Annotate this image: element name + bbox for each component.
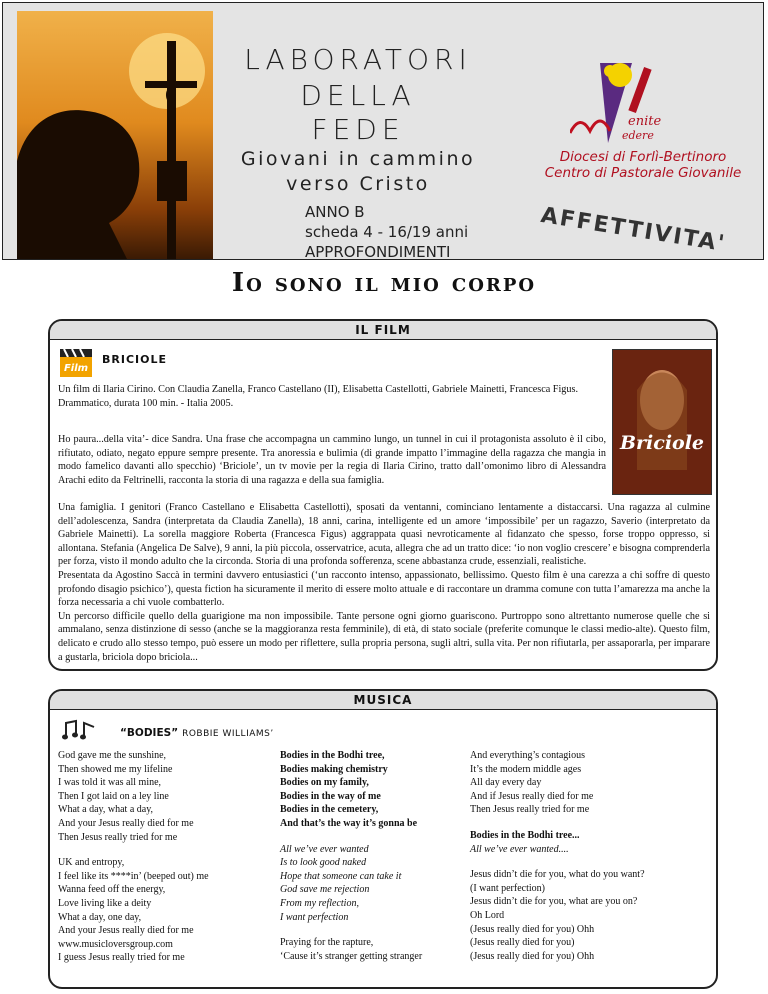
lyric-line: God gave me the sunshine, — [58, 750, 167, 761]
lyric-line: Jesus didn’t die for you, what do you want? — [470, 869, 645, 881]
lyric-line: Bodies in the way of me — [280, 790, 381, 802]
lyric-line: Praying for the rapture, — [280, 937, 374, 949]
film-paragraph-healing: Un percorso difficile quello della guarigione ma non impossibile. Tante persone ogni giorno guariscono. Purtroppo sono altrettanto numerose quelle che si ammalano, senza distinzione di sesso (anche se la maggioranza resta femminile), di età, di stato sociale (preferite comunque le classi medio-alte). Questo film, delicato e crudo allo stesso tempo, può essere un modo per riflettere, sulla propria persona, sugli altri, sulla vita. Per non rifiutarla, per assaporarla, per imparare a gustarla, briciola dopo briciola... — [58, 610, 710, 663]
anno-label: ANNO B — [305, 203, 365, 221]
scheda-label: scheda 4 - 16/19 anni — [305, 223, 469, 241]
film-credits-cast: Un film di Ilaria Cirino. Con Claudia Zanella, Franco Castellano (II), Elisabetta Castellotti, Gabriele Mainetti, Francesca Figus. — [58, 384, 578, 395]
dvd-cover — [612, 349, 712, 495]
lyric-line: Hope that someone can take it — [280, 870, 402, 882]
lyric-line: (Jesus really died for you) Ohh — [470, 923, 595, 935]
page-title: Io sono il mio corpo — [231, 268, 537, 298]
lyric-line: Love living like a deity — [58, 897, 152, 909]
song-title — [120, 727, 274, 739]
lyric-line: I guess Jesus really tried for me — [58, 952, 185, 964]
lyric-line: I was told it was all mine, — [58, 777, 162, 789]
lyric-line: It’s the modern middle ages — [470, 763, 582, 775]
lyric-line: And if Jesus really died for me — [470, 790, 594, 802]
lyric-line: Is to look good naked — [280, 857, 367, 869]
song-name: “BODIES” — [120, 727, 179, 739]
music-section-header: MUSICA — [50, 691, 716, 710]
lyric-line: I want perfection — [280, 911, 349, 923]
film-clapper-icon — [60, 349, 92, 377]
logo-text-edere: edere — [622, 129, 654, 142]
title-line-3: FEDE — [311, 113, 405, 146]
lyric-line: UK and entropy, — [58, 857, 125, 869]
lyric-line: Then I got laid on a ley line — [58, 790, 169, 802]
music-section — [48, 689, 718, 989]
lyric-line: ‘Cause it’s stranger getting stranger — [280, 950, 423, 962]
lyric-line: Then showed me my lifeline — [58, 763, 173, 775]
lyric-line: And that’s the way it’s gonna be — [280, 817, 418, 829]
film-icon-label: Film — [63, 363, 89, 374]
film-paragraph-presentation: Presentata da Agostino Saccà in termini davvero entusiastici (‘un racconto intenso, appassionato, bellissimo. Questo film è una carezza a chi soffre di questo profondo disagio psichico’), questa fiction ha sicuramente il merito di essere molto attuale e di raccontare un dramma comune con tutta l’amarezza ma anche la forza necessaria a chi vuole combatterlo. — [58, 569, 710, 609]
lyric-line: What a day, what a day, — [58, 804, 154, 816]
lyric-line: All we’ve ever wanted.... — [470, 843, 569, 855]
film-credits — [58, 383, 710, 410]
header-banner — [2, 2, 764, 260]
lyric-line: (Jesus really died for you) — [470, 937, 575, 949]
music-notes-icon — [62, 719, 96, 741]
film-credits-info: Drammatico, durata 100 min. - Italia 2005. — [58, 397, 234, 409]
lyric-line: From my reflection, — [280, 897, 359, 909]
lyric-line: And your Jesus really died for me — [58, 925, 194, 937]
lyric-line: Bodies in the Bodhi tree, — [280, 750, 385, 761]
centro-label: Centro di Pastorale Giovanile — [544, 165, 742, 181]
subtitle-line-2: verso Cristo — [286, 173, 430, 195]
logo-text-enite: enite — [628, 114, 662, 129]
subtitle-line-1: Giovani in cammino — [240, 148, 476, 170]
tema-affettivita: AFFETTIVITA' — [539, 203, 728, 257]
film-intro-paragraph: Ho paura...della vita’- dice Sandra. Una frase che accompagna un cammino lungo, un tunnel in cui il protagonista assoluto è il cibo, rifiutato, odiato, negato eppure sempre presente. Tra anoressia e bulimia (di grande impatto l’immagine della ragazza che mangia in modo famelico davanti allo specchio) ‘Briciole’, un tv movie per la regia di Ilaria Cirino, tratto dall’omonimo libro di Alessandra Arachi edito da Feltrinelli, racconta la storia di una ragazza e della sua famiglia. — [58, 434, 606, 486]
lyric-line: What a day, one day, — [58, 911, 142, 923]
crucifix-silhouette-photo — [17, 11, 213, 259]
lyric-line: Bodies making chemistry — [280, 763, 388, 775]
lyric-line: Then Jesus really tried for me — [470, 804, 590, 816]
lyric-line: Jesus didn’t die for you, what are you on? — [470, 896, 638, 908]
lyrics-column-1 — [58, 749, 268, 965]
tipo-label: APPROFONDIMENTI — [305, 243, 451, 261]
lyric-line: www.musicloversgroup.com — [58, 938, 173, 950]
lyric-line: Oh Lord — [470, 909, 505, 921]
title-line-2: DELLA — [300, 79, 416, 112]
lyric-line: Bodies in the cemetery, — [280, 804, 379, 816]
lyric-line: (Jesus really died for you) Ohh — [470, 950, 595, 962]
film-section-header: IL FILM — [50, 321, 716, 340]
lyrics-column-3 — [470, 749, 710, 963]
lyric-line: Wanna feed off the energy, — [58, 884, 166, 896]
song-author: ROBBIE WILLIAMS’ — [182, 729, 274, 739]
dvd-title: Briciole — [619, 432, 705, 454]
lyric-line: I feel like its ****in’ (beeped out) me — [58, 870, 209, 882]
film-title: BRICIOLE — [102, 353, 167, 366]
lyric-line: Then Jesus really tried for me — [58, 831, 178, 843]
lyric-line: And everything’s contagious — [470, 750, 585, 761]
film-section — [48, 319, 718, 671]
lyric-line: Bodies in the Bodhi tree... — [470, 829, 580, 841]
lyric-line: God save me rejection — [280, 884, 370, 896]
lyric-line: All day every day — [470, 777, 542, 789]
lyric-line: Bodies on my family, — [280, 777, 369, 789]
diocesi-label: Diocesi di Forlì-Bertinoro — [559, 149, 727, 165]
lyric-line: All we’ve ever wanted — [280, 843, 369, 855]
title-line-1: LABORATORI — [244, 43, 472, 76]
lyric-line: And your Jesus really died for me — [58, 817, 194, 829]
film-body — [58, 501, 710, 664]
lyrics-column-2 — [280, 749, 460, 963]
venite-vedere-logo — [570, 53, 680, 145]
film-paragraph-family: Una famiglia. I genitori (Franco Castellano e Elisabetta Castellotti), sposati da ventanni, cominciano lentamente a distaccarsi. Una ragazza al culmine dell’adolescenza, Sandra (interpretata da Claudia Zanella), 18 anni, carina, intelligente ed un amore ‘impossibile’ per un ragazzo, Saverio (interpretato da Gabriele Mainetti). La sorella maggiore Roberta (Francesca Figus) aggrappata quasi nevroticamente al fidanzato che spesso, forse troppo oppresso, si allontana. Stefania (Angelica De Salve), 9 anni, la più piccola, osservatrice, acuta, allegra che ad un tratto dice: ‘io non voglio crescere’ e bisogna comprenderla per forza, visto il mondo adulto che la circonda. Storia di una profonda sofferenza, scene abbastanza crude, essenziali, realistiche. — [58, 502, 710, 568]
lyric-line: (I want perfection) — [470, 882, 545, 894]
